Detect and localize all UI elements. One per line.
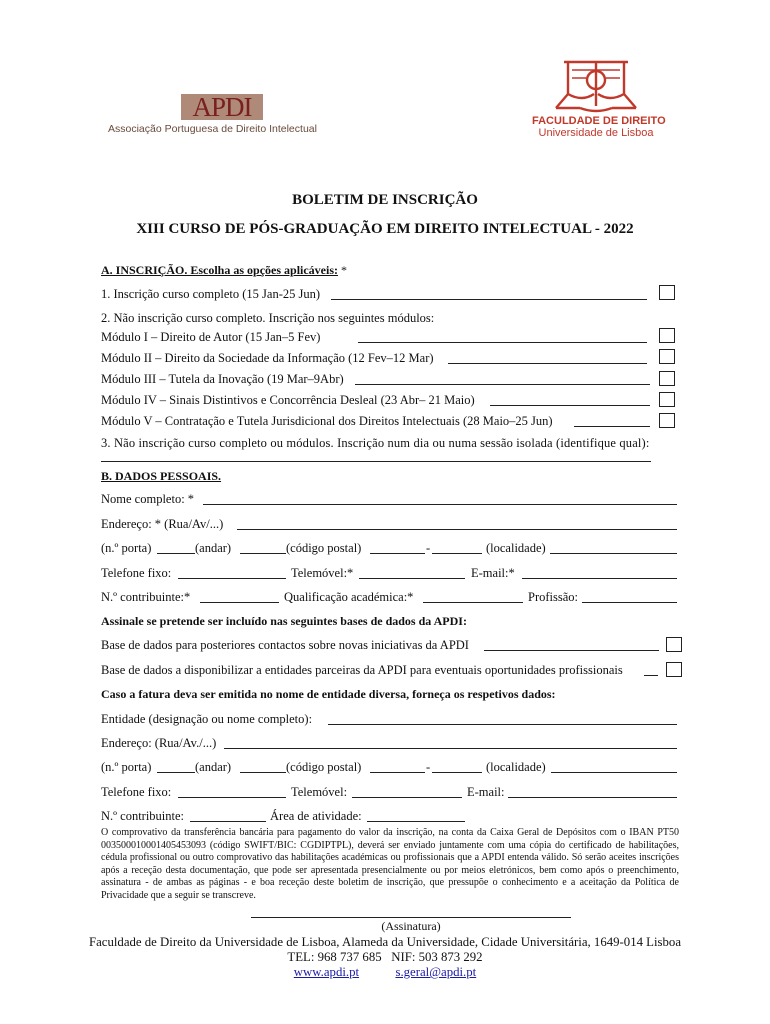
option-session-line[interactable] [101,461,651,462]
option-full-course-checkbox[interactable] [659,285,675,300]
module-5-checkbox[interactable] [659,413,675,428]
footer-address: Faculdade de Direito da Universidade de Lisboa, Alameda da Universidade, Cidade Universitária, 1649-014 Lisboa [88,935,682,949]
base-2-line [644,675,658,676]
andar2-field[interactable] [240,772,286,773]
email-field[interactable] [522,578,677,579]
signature-line[interactable] [251,917,571,918]
contribuinte2-field[interactable] [190,821,266,822]
base-1-label: Base de dados para posteriores contactos sobre novas iniciativas da APDI [101,638,469,652]
porta-field[interactable] [157,553,195,554]
profissao-label: Profissão: [528,590,578,604]
option-session-label: 3. Não inscrição curso completo ou módulos. Inscrição num dia ou numa sessão isolada (identifique qual): [101,436,650,450]
fatura-heading: Caso a fatura deva ser emitida no nome de entidade diversa, forneça os respetivos dados: [101,687,556,701]
andar-field[interactable] [240,553,286,554]
nome-field[interactable] [203,504,677,505]
qualificacao-label: Qualificação académica:* [284,590,414,604]
profissao-field[interactable] [582,602,677,603]
signature-label: (Assinatura) [381,919,441,933]
localidade-label: (localidade) [486,541,546,555]
codigo2-label: (código postal) [286,760,362,774]
porta2-field[interactable] [157,772,195,773]
codigo-field-2[interactable] [432,553,482,554]
entidade-field[interactable] [328,724,677,725]
porta-label: (n.º porta) [101,541,152,555]
telefone-label: Telefone fixo: [101,566,172,580]
module-2-checkbox[interactable] [659,349,675,364]
module-3-label: Módulo III – Tutela da Inovação (19 Mar–9Abr) [101,372,344,386]
endereco-label: Endereço: * (Rua/Av/...) [101,517,224,531]
course-title: XIII CURSO DE PÓS-GRADUAÇÃO EM DIREITO INTELECTUAL - 2022 [136,221,634,237]
area-field[interactable] [367,821,465,822]
nome-label: Nome completo: * [101,492,195,506]
fd-name-line2: Universidade de Lisboa [538,127,654,139]
codigo2-field-2[interactable] [432,772,482,773]
endereco2-field[interactable] [224,748,677,749]
entidade-label: Entidade (designação ou nome completo): [101,712,313,726]
form-title: BOLETIM DE INSCRIÇÃO [292,192,478,208]
option-full-course-line [331,299,647,300]
codigo-hyphen: - [426,541,431,555]
area-label: Área de atividade: [270,809,362,823]
module-4-label: Módulo IV – Sinais Distintivos e Concorrência Desleal (23 Abr– 21 Maio) [101,393,475,407]
localidade2-field[interactable] [551,772,677,773]
module-5-label: Módulo V – Contratação e Tutela Jurisdicional dos Direitos Intelectuais (28 Maio–25 Jun) [101,414,553,428]
telemovel-field[interactable] [359,578,465,579]
base-2-checkbox[interactable] [666,662,682,677]
qualificacao-field[interactable] [423,602,523,603]
andar-label: (andar) [195,541,232,555]
footer-links [0,965,770,980]
fd-name-line1: FACULDADE DE DIREITO [532,115,666,127]
email-link[interactable]: s.geral@apdi.pt [395,965,477,979]
module-2-label: Módulo II – Direito da Sociedade da Informação (12 Fev–12 Mar) [101,351,434,365]
payment-paragraph: O comprovativo da transferência bancária para pagamento do valor da inscrição, na conta da Caixa Geral de Depósitos com o IBAN PT50 003500010001405453093 (código SWIFT/BIC: CGDIPTPL), deverá ser enviado juntamente com uma cópia do certificado de habilitações, cédula profissional ou outro comprovativo das habilitações académicas ou profissionais que a APDI entenda válido. Só serão aceites inscrições após a receção desta documentação, que pode ser apresentada presencialmente ou por meios eletrónicos, bem como após o preenchimento, assinatura - de ambas as páginas - e boa receção deste boletim de inscrição, que pressupõe o conhecimento e a aceitação da Política de Privacidade que a seguir se transcreve. [101,827,679,901]
endereco-field[interactable] [237,529,677,530]
module-1-line [358,342,647,343]
telefone2-field[interactable] [178,797,286,798]
website-link[interactable]: www.apdi.pt [293,965,360,979]
option-modules-label: 2. Não inscrição curso completo. Inscrição nos seguintes módulos: [101,311,435,325]
section-b-heading: B. DADOS PESSOAIS. [101,469,222,483]
apdi-logo [106,92,346,140]
codigo-label: (código postal) [286,541,362,555]
telemovel-label: Telemóvel:* [291,566,354,580]
option-full-course-label: 1. Inscrição curso completo (15 Jan-25 Jun) [101,287,321,301]
email2-field[interactable] [508,797,677,798]
apdi-logo-text: APDI [192,92,252,122]
base-1-checkbox[interactable] [666,637,682,652]
contribuinte2-label: N.º contribuinte: [101,809,185,823]
localidade-field[interactable] [550,553,677,554]
module-5-line [574,426,650,427]
codigo2-hyphen: - [426,760,431,774]
base-2-label: Base de dados a disponibilizar a entidades parceiras da APDI para eventuais oportunidades profissionais [101,663,623,677]
contribuinte-field[interactable] [200,602,279,603]
section-a-heading: A. INSCRIÇÃO. Escolha as opções aplicáveis: * [101,263,348,277]
porta2-label: (n.º porta) [101,760,152,774]
scales-of-justice-icon [528,58,664,114]
contribuinte-label: N.º contribuinte:* [101,590,191,604]
base-1-line [484,650,659,651]
andar2-label: (andar) [195,760,232,774]
fd-logo [528,58,664,140]
telemovel2-field[interactable] [352,797,462,798]
module-1-checkbox[interactable] [659,328,675,343]
module-3-line [355,384,650,385]
telemovel2-label: Telemóvel: [291,785,348,799]
module-4-line [490,405,650,406]
localidade2-label: (localidade) [486,760,546,774]
codigo-field-1[interactable] [370,553,425,554]
footer-phones: TEL: 968 737 685 NIF: 503 873 292 [287,950,483,964]
telefone-field[interactable] [178,578,286,579]
codigo2-field-1[interactable] [370,772,425,773]
module-2-line [448,363,647,364]
module-4-checkbox[interactable] [659,392,675,407]
apdi-logo-name: Associação Portuguesa de Direito Intelectual [108,123,317,135]
module-3-checkbox[interactable] [659,371,675,386]
endereco2-label: Endereço: (Rua/Av./...) [101,736,217,750]
module-1-label: Módulo I – Direito de Autor (15 Jan–5 Fev) [101,330,321,344]
email2-label: E-mail: [467,785,505,799]
telefone2-label: Telefone fixo: [101,785,172,799]
email-label: E-mail:* [471,566,515,580]
bases-heading: Assinale se pretende ser incluído nas seguintes bases de dados da APDI: [101,614,467,628]
